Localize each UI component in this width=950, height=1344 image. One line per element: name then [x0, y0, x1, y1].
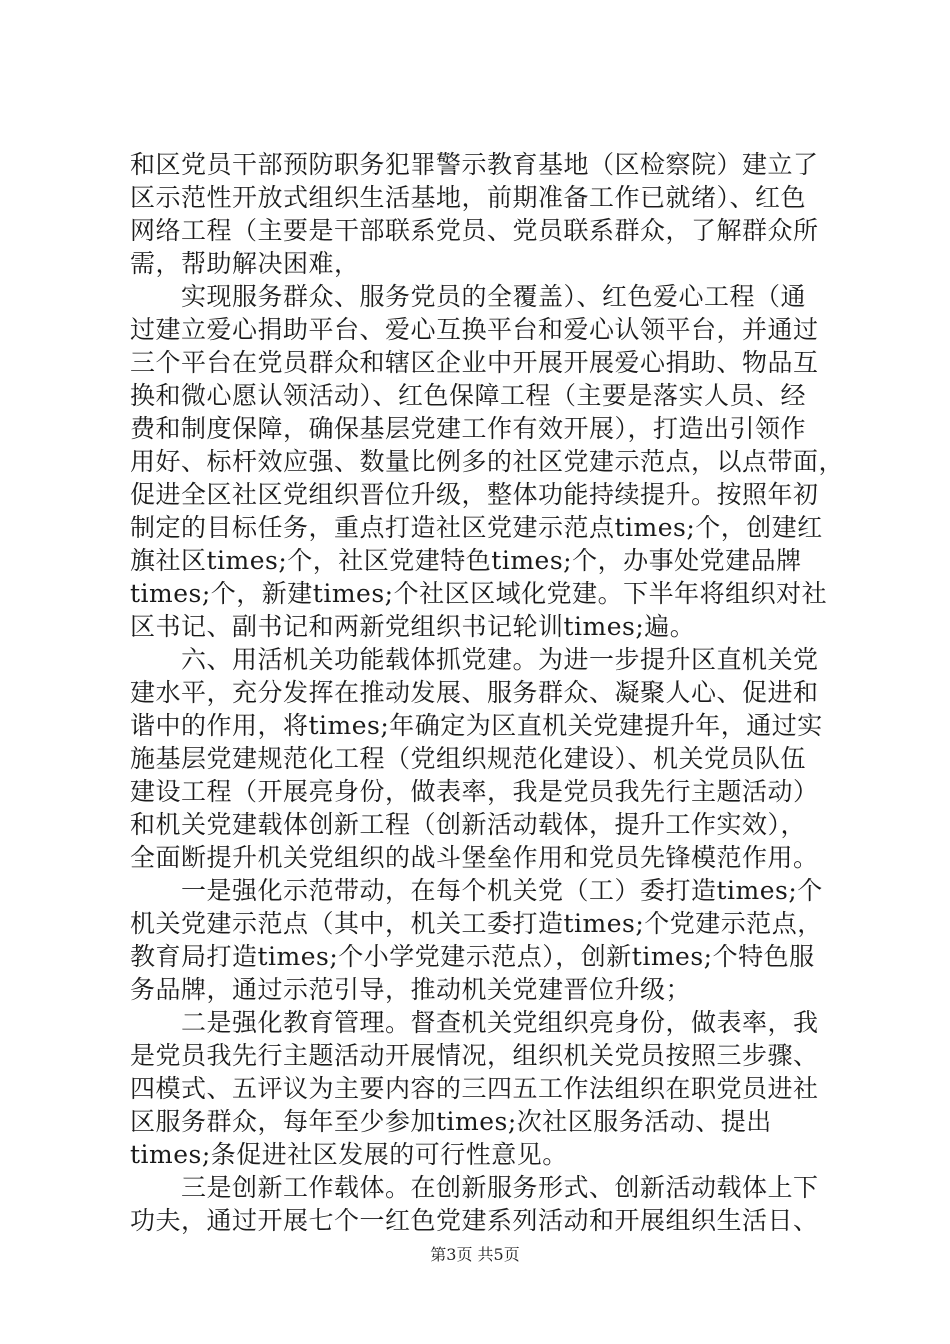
document-body [130, 148, 845, 1237]
text-line: 区书记、副书记和两新党组织书记轮训times;遍。 [130, 612, 696, 641]
text-line: 教育局打造times;个小学党建示范点），创新times;个特色服 [130, 942, 815, 971]
text-line: 用好、标杆效应强、数量比例多的社区党建示范点，以点带面， [130, 447, 845, 476]
text-line: 网络工程（主要是干部联系党员、党员联系群众，了解群众所 [130, 216, 819, 245]
text-line: 实现服务群众、服务党员的全覆盖）、红色爱心工程（通 [130, 282, 807, 311]
text-line: 建设工程（开展亮身份，做表率，我是党员我先行主题活动） [130, 777, 819, 806]
text-line: 过建立爱心捐助平台、爱心互换平台和爱心认领平台，并通过 [130, 315, 819, 344]
text-line: 建水平，充分发挥在推动发展、服务群众、凝聚人心、促进和 [130, 678, 819, 707]
text-line: 六、用活机关功能载体抓党建。为进一步提升区直机关党 [130, 645, 819, 674]
text-line: 四模式、五评议为主要内容的三四五工作法组织在职党员进社 [130, 1074, 819, 1103]
text-line: 务品牌，通过示范引导，推动机关党建晋位升级； [130, 975, 692, 1004]
text-line: 谐中的作用，将times;年确定为区直机关党建提升年，通过实 [130, 711, 823, 740]
page-number-footer: 第3页 共5页 [430, 1245, 520, 1264]
text-line: 和机关党建载体创新工程（创新活动载体，提升工作实效）， [130, 810, 807, 839]
text-line: 是党员我先行主题活动开展情况，组织机关党员按照三步骤、 [130, 1041, 819, 1070]
text-line: 旗社区times;个，社区党建特色times;个，办事处党建品牌 [130, 546, 802, 575]
text-line: 功夫，通过开展七个一红色党建系列活动和开展组织生活日、 [130, 1206, 819, 1235]
text-line: 区示范性开放式组织生活基地，前期准备工作已就绪）、红色 [130, 183, 807, 212]
text-line: 费和制度保障，确保基层党建工作有效开展），打造出引领作 [130, 414, 807, 443]
text-line: 换和微心愿认领活动）、红色保障工程（主要是落实人员、经 [130, 381, 807, 410]
text-line: 二是强化教育管理。督查机关党组织亮身份，做表率，我 [130, 1008, 819, 1037]
text-line: 促进全区社区党组织晋位升级，整体功能持续提升。按照年初 [130, 480, 819, 509]
text-line: 制定的目标任务，重点打造社区党建示范点times;个，创建红 [130, 513, 823, 542]
text-line: 三是创新工作载体。在创新服务形式、创新活动载体上下 [130, 1173, 819, 1202]
text-line: 和区党员干部预防职务犯罪警示教育基地（区检察院）建立了 [130, 150, 819, 179]
text-line: 施基层党建规范化工程（党组织规范化建设）、机关党员队伍 [130, 744, 807, 773]
text-line: 一是强化示范带动，在每个机关党（工）委打造times;个 [130, 876, 823, 905]
text-line: 全面断提升机关党组织的战斗堡垒作用和党员先锋模范作用。 [130, 843, 819, 872]
text-line: 需，帮助解决困难， [130, 249, 360, 278]
text-line: 机关党建示范点（其中，机关工委打造times;个党建示范点， [130, 909, 823, 938]
text-line: times;个，新建times;个社区区域化党建。下半年将组织对社 [130, 579, 828, 608]
text-line: 区服务群众，每年至少参加times;次社区服务活动、提出 [130, 1107, 772, 1136]
text-line: times;条促进社区发展的可行性意见。 [130, 1140, 568, 1169]
text-line: 三个平台在党员群众和辖区企业中开展开展爱心捐助、物品互 [130, 348, 819, 377]
